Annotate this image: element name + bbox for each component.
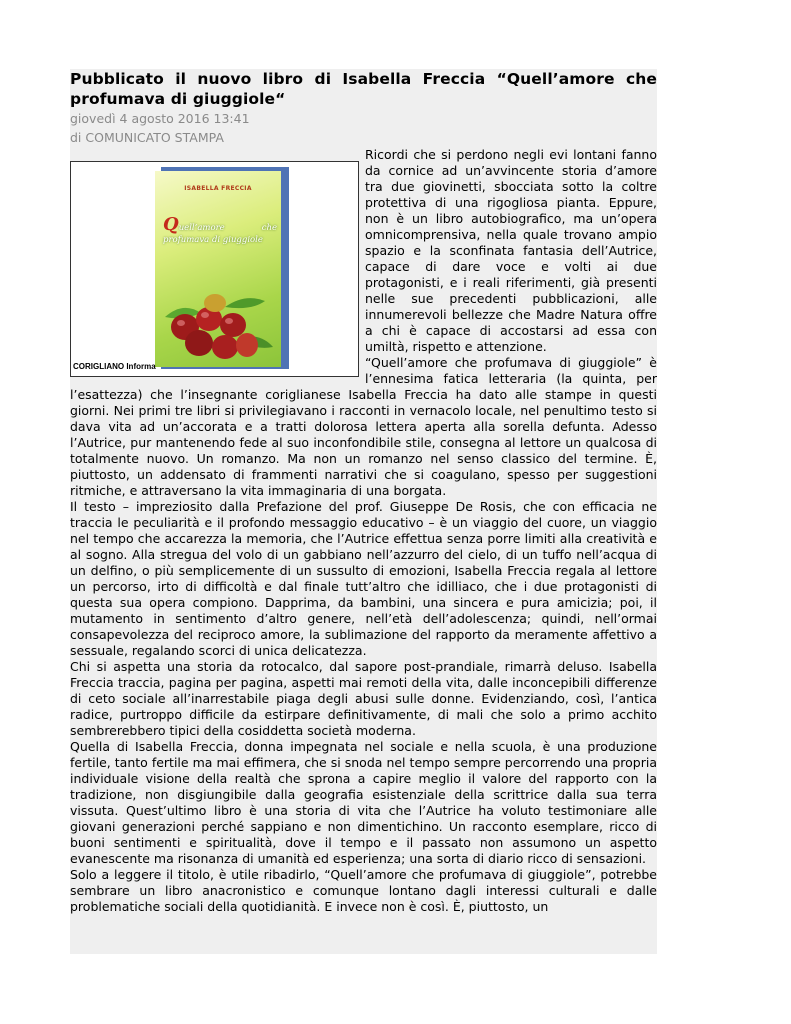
paragraph: Chi si aspetta una storia da rotocalco, dal sapore post-prandiale, rimarrà deluso. Isabella Freccia traccia, pagina per pagina, aspetti mai remoti della vita, dalle inconcepibili differenze di ceto sociale all’inarrestabile piaga degli abusi sulle donne. Evidenziando, così, l’antica radice, purtroppo difficile da estirpare definitivamente, di mali che solo a primo acchito sembrerebbero tipici della cosiddetta società moderna. [70,659,657,738]
paragraph: Solo a leggere il titolo, è utile ribadirlo, “Quell’amore che profumava di giuggiole”, potrebbe sembrare un libro anacronistico e comunque lontano dagli interessi culturali e dalle problematiche sociali della quotidianità. E invece non è così. È, piuttosto, un [70,867,657,914]
book-cover-image [70,161,359,377]
paragraph: Ricordi che si perdono negli evi lontani fanno da cornice ad un’avvincente storia d’amore tra due giovinetti, sbocciata sotto la coltre protettiva di una rigogliosa pianta. Eppure, non è un libro autobiografico, ma un’opera omnicomprensiva, nella quale trovano ampio spazio e la sconfinata fantasia dell’Autrice, capace di dare voce e volti ai due protagonisti, e i reali riferimenti, già presenti nelle sue precedenti pubblicazioni, alle innumerevoli bellezze che Madre Natura offre a chi è capace di accostarsi ad essa con umiltà, rispetto e attenzione. [365,147,657,354]
jujube-fruits-illustration [155,277,281,367]
book-cover [155,171,281,367]
cover-author: ISABELLA FRECCIA [184,185,252,192]
cover-title-initial: Q [163,214,179,235]
cover-title-rest: uell’amore che profumava di giuggiole [163,223,277,245]
article-author: di COMUNICATO STAMPA [70,130,224,145]
cover-title [163,214,277,246]
image-caption: CORIGLIANO Informa [73,362,156,371]
paragraph: Quella di Isabella Freccia, donna impegnata nel sociale e nella scuola, è una produzione fertile, tanto fertile ma mai effimera, che si snoda nel tempo sempre percorrendo una propria individuale visione della realtà che sprona a capire meglio il valore del rapporto con la tradizione, non disgiungibile dalla geografia esistenziale della scrittrice dalla sua terra vissuta. Quest’ultimo libro è una storia di vita che l’Autrice ha voluto testimoniare alle giovani generazioni perché sappiano e non dimentichino. Un racconto esemplare, ricco di buoni sentimenti e spiritualità, dove il tempo e il passato non assumono un aspetto evanescente ma risonanza di umanità ed esperienza; una sorta di diario ricco di sensazioni. [70,739,657,866]
article-title: Pubblicato il nuovo libro di Isabella Freccia “Quell’amore che profumava di giuggiole“ [70,70,657,108]
article-date: giovedì 4 agosto 2016 13:41 [70,111,250,126]
paragraph: Il testo – impreziosito dalla Prefazione del prof. Giuseppe De Rosis, che con efficacia ne traccia le peculiarità e il profondo messaggio educativo – è un viaggio del cuore, un viaggio nel tempo che accarezza la memoria, che l’Autrice effettua senza porre limiti alla creatività e al sogno. Alla stregua del volo di un gabbiano nell’azzurro del cielo, di un tuffo nell’acqua di un delfino, o più semplicemente di un sussulto di emozioni, Isabella Freccia regala al lettore un percorso, irto di difficoltà e dal finale tutt’altro che idilliaco, che i due protagonisti di questa sua opera compiono. Dapprima, da bambini, una sincera e pura amicizia; poi, il mutamento in sentimento d’altro genere, nell’età dell’adolescenza; quindi, nell’ormai consapevolezza del reciproco amore, la sublimazione del rapporto da meramente affettivo a sessuale, regalando scorci di unica delicatezza. [70,499,657,658]
article-body [70,147,657,915]
paragraph: “Quell’amore che profumava di giuggiole” è l’ennesima fatica letteraria (la quinta, per l’esattezza) che l’insegnante coriglianese Isabella Freccia ha dato alle stampe in questi giorni. Nei primi tre libri si privilegiavano i racconti in vernacolo locale, nel penultimo testo si dava vita ad un’accorata e a tratti dolorosa lettera aperta alla sorella defunta. Adesso l’Autrice, pur mantenendo fede al suo inconfondibile stile, consegna al lettore un qualcosa di totalmente nuovo. Un romanzo. Ma non un romanzo nel senso classico del termine. È, piuttosto, un addensato di frammenti narrativi che si coagulano, spesso per suggestioni ritmiche, e attraversano la vita immaginaria di una borgata. [70,355,657,498]
article [70,69,657,954]
